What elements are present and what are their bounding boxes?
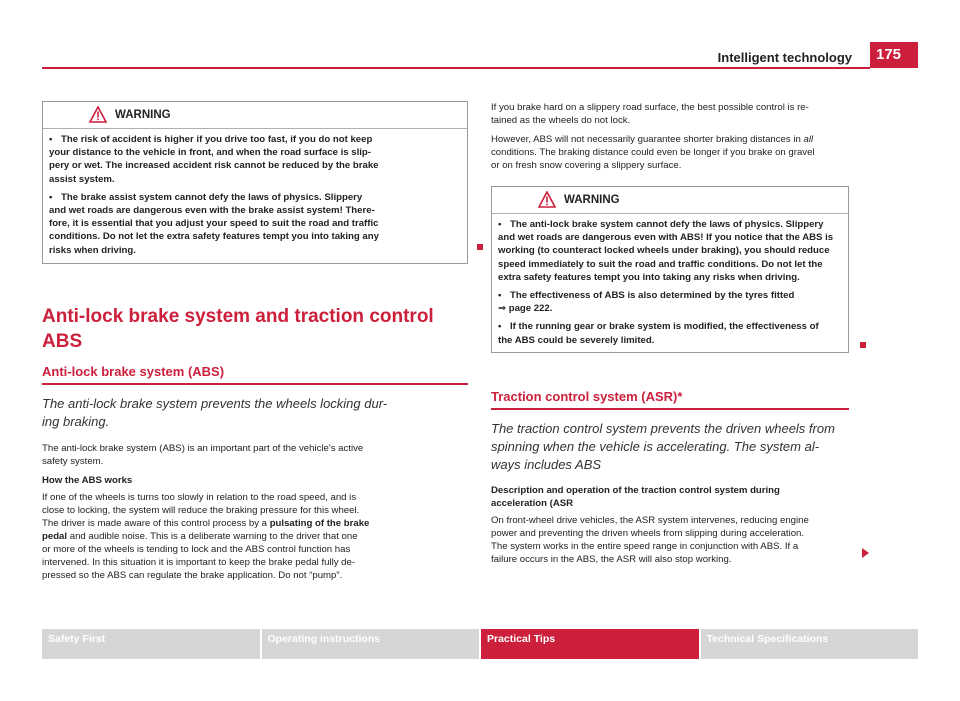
subsection-title: Anti-lock brake system (ABS) xyxy=(42,364,468,385)
warning-header xyxy=(43,102,467,129)
emphasis: pedal xyxy=(42,530,68,542)
subsection-title: Traction control system (ASR)* xyxy=(491,389,849,410)
warning-item: • The effectiveness of ABS is also determined by the tyres fitted ⇒ page 222. xyxy=(498,290,795,315)
warning-triangle-icon xyxy=(89,106,107,123)
bullet: • xyxy=(498,290,502,302)
warning-title: WARNING xyxy=(115,109,171,121)
left-column xyxy=(42,101,468,582)
paragraph: On front-wheel drive vehicles, the ASR system intervenes, reducing engine power and preventing the driven wheels from slipping during acceleration. The system works in the entire speed range in conjunction with ABS. If a failure occurs in the ABS, the ASR will also stop working. xyxy=(491,514,809,565)
emphasis: pulsating of the brake xyxy=(269,517,370,529)
bullet: • xyxy=(498,219,502,230)
warning-header xyxy=(492,187,848,214)
warning-item: • The risk of accident is higher if you drive too fast, if you do not keep your distance to the vehicle in front, and when the road surface is slip- pery or wet. The increased accident risk cannot be reduced by the brake assist system. xyxy=(49,134,379,185)
paragraph: If one of the wheels is turns too slowly in relation to the road speed, and is close to locking, the system will reduce the braking pressure for this wheel. The driver is made aware of this control process by a pulsating of the brake pedal and audible noise. This is a deliberate warning to the driver that one or more of the wheels is tending to lock and the ABS control function has intervened. In this situation it is important to keep the brake pedal fully de- pressed so the ABS can regulate the brake application. Do not “pump”. xyxy=(42,491,370,581)
footer-tab-safety-first[interactable]: Safety First xyxy=(42,629,260,659)
bullet: • xyxy=(49,134,53,145)
section-end-marker xyxy=(477,244,483,250)
subheading: How the ABS works xyxy=(42,474,133,486)
running-header: Intelligent technology xyxy=(717,50,852,65)
section-end-marker xyxy=(860,342,866,348)
warning-body xyxy=(492,214,848,352)
footer-tab-technical-specifications[interactable]: Technical Specifications xyxy=(701,629,919,659)
footer-nav xyxy=(42,629,918,659)
warning-body xyxy=(43,129,467,263)
emphasis: all xyxy=(803,134,814,145)
paragraph: The anti-lock brake system (ABS) is an important part of the vehicle's active safety system. xyxy=(42,442,364,467)
warning-title: WARNING xyxy=(564,194,620,206)
warning-item: • The anti-lock brake system cannot defy the laws of physics. Slippery and wet roads are dangerous even with ABS! If you notice that the ABS is working (to counteract locked wheels under braking), you should reduce speed immediately to suit the road and traffic conditions. Do not let the extra safety features tempt you into taking any risks when driving. xyxy=(498,219,834,283)
warning-box xyxy=(42,101,468,264)
bullet: • xyxy=(498,321,502,333)
page-number: 175 xyxy=(870,42,918,68)
warning-item: • The brake assist system cannot defy the laws of physics. Slippery and wet roads are dangerous even with the brake assist system! There- fore, it is essential that you adjust your speed to suit the road and traffic conditions. Do not let the extra safety features tempt you into taking any risks when driving. xyxy=(49,191,379,256)
warning-item: • If the running gear or brake system is modified, the effectiveness of the ABS could be severely limited. xyxy=(498,321,819,346)
warning-triangle-icon xyxy=(538,191,556,208)
intro-text: The traction control system prevents the driven wheels from spinning when the vehicle is accelerating. The system al- ways includes ABS xyxy=(491,420,835,472)
section-title: Anti-lock brake system and traction control ABS xyxy=(42,305,434,352)
continue-arrow-icon xyxy=(862,548,869,558)
header-rule xyxy=(42,67,870,69)
footer-tab-operating-instructions[interactable]: Operating instructions xyxy=(262,629,480,659)
subheading: Description and operation of the traction control system during acceleration (ASR xyxy=(491,484,780,509)
warning-box xyxy=(491,186,849,353)
intro-text: The anti-lock brake system prevents the wheels locking dur- ing braking. xyxy=(42,395,388,429)
right-column xyxy=(491,101,849,566)
page-reference-link[interactable]: ⇒ page 222. xyxy=(498,303,553,315)
bullet: • xyxy=(49,191,53,203)
paragraph: However, ABS will not necessarily guarantee shorter braking distances in all conditions. The braking distance could even be longer if you brake on gravel or on fresh snow covering a slippery surface. xyxy=(491,134,815,171)
footer-tab-practical-tips[interactable]: Practical Tips xyxy=(481,629,699,659)
paragraph: If you brake hard on a slippery road surface, the best possible control is re- tained as the wheels do not lock. xyxy=(491,102,809,126)
